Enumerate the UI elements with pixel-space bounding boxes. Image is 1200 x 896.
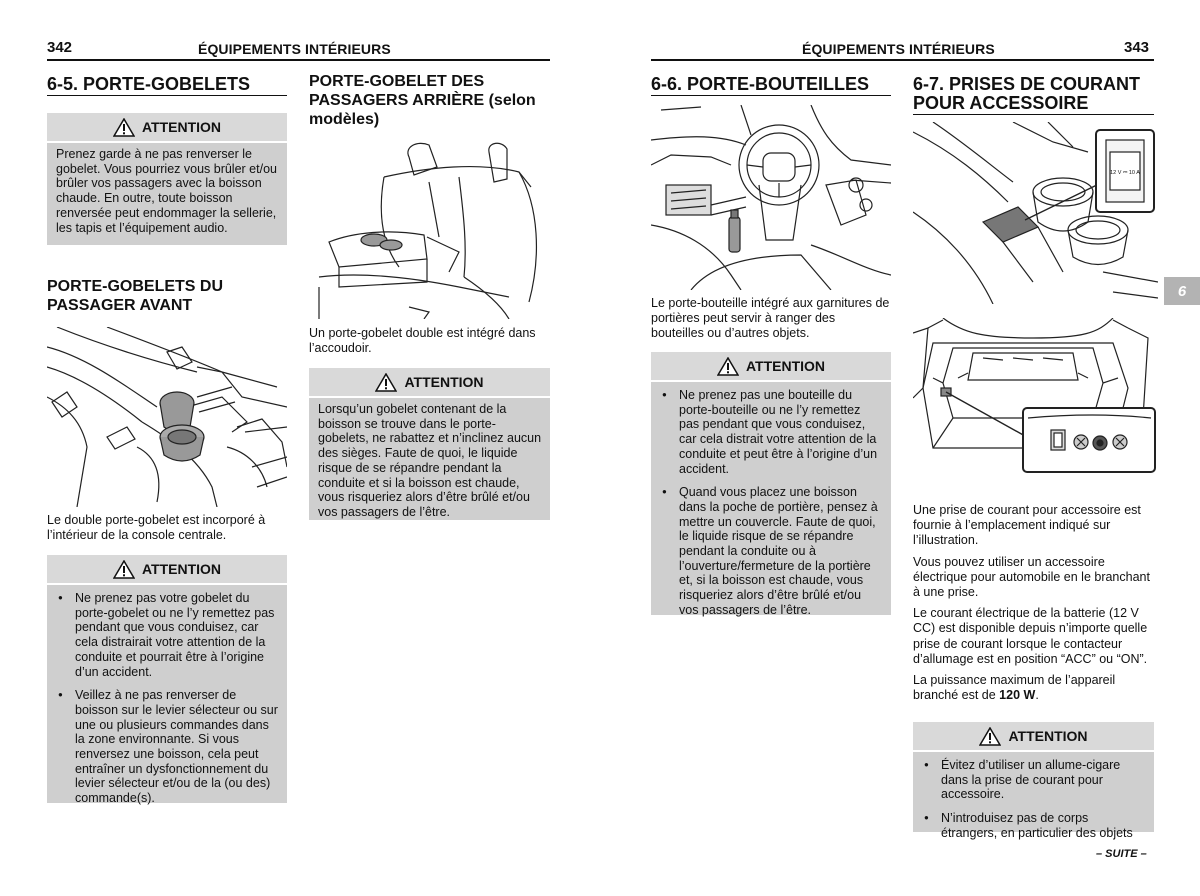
warning-header-label: ATTENTION [745,358,826,374]
subheading-front-passenger: PORTE-GOBELETS DU PASSAGER AVANT [47,278,224,314]
warning-box-accessory-socket [913,722,1154,840]
left-page-number: 342 [47,39,73,56]
warning-header [651,352,891,382]
section-6-5-title-rule [47,95,287,96]
accessory-socket-description [913,503,1158,709]
warning-list [651,382,891,626]
warning-header [47,555,287,585]
max-power-suffix: . [1035,688,1039,703]
front-accessory-socket-illustration [913,122,1158,304]
chapter-tab: 6 [1164,277,1200,305]
right-header-rule [651,59,1154,61]
front-cup-holder-illustration [47,327,287,507]
warning-triangle-icon [113,560,135,579]
warning-box-bottle-holder [651,352,891,615]
bottle-holder-text: Le porte-bouteille intégré aux garnitures de portières peut servir à ranger des bouteilles ou d’autres objets. [651,296,890,341]
warning-triangle-icon [979,727,1001,746]
right-running-title: ÉQUIPEMENTS INTÉRIEURS [802,41,995,57]
section-6-6-title-rule [651,95,891,96]
warning-item: ● Ne prenez pas une bouteille du porte-bouteille ou ne l’y remettez pas pendant que vous conduisez, car cela distrait votre attention de la conduite et peut être à l’origine d’un accident. [660,388,883,476]
left-header-rule [47,59,550,61]
rear-armrest-cup-holder-illustration [309,137,549,319]
section-6-7-title-line2: POUR ACCESSOIRE [913,93,1089,113]
warning-header [309,368,550,398]
warning-item: ● Quand vous placez une boisson dans la poche de portière, pensez à mettre un couvercle. Faute de quoi, le liquide risque de se répandre pendant la conduite ou à l’ouverture/fermeture de la portière et, si la boisson est chaude, vous risqueriez alors d’être brûlé et/ou vos passagers de l’être. [660,485,883,617]
max-power-prefix: La puissance maximum de l’appareil branché est de [913,673,1116,703]
warning-triangle-icon [717,357,739,376]
max-power-value: 120 W [999,688,1036,703]
warning-box-cup-spill [47,113,287,245]
paragraph: Vous pouvez utiliser un accessoire électrique pour automobile en le branchant à une prise. [913,554,1150,600]
right-page-number: 343 [1124,39,1150,56]
section-6-6-title: 6-6. PORTE-BOUTEILLES [651,74,870,94]
section-6-7-title [913,75,1158,113]
warning-list [47,585,287,814]
warning-triangle-icon [113,118,135,137]
warning-header [913,722,1154,752]
door-bottle-holder-illustration [651,105,891,290]
subheading-rear-passenger: PORTE-GOBELET DES PASSAGERS ARRIÈRE (selon modèles) [309,73,536,128]
warning-list [913,752,1154,849]
warning-header-label: ATTENTION [141,561,222,577]
front-cup-holder-text: Le double porte-gobelet est incorporé à l’intérieur de la console centrale. [47,513,266,543]
warning-text: Lorsqu’un gobelet contenant de la boisson se trouve dans le porte-gobelets, ne rabattez et n’inclinez aucun des sièges. Faute de quoi, le liquide risque de se répandre pendant la conduite et si la boisson est chaude, vous risqueriez alors d’être brûlé et/ou vos passagers de l’être. [318,402,542,519]
trunk-accessory-socket-illustration [913,318,1158,478]
rear-cup-holder-text: Un porte-gobelet double est intégré dans l’accoudoir. [309,326,536,356]
warning-header-label: ATTENTION [141,119,222,135]
warning-item: ● Ne prenez pas votre gobelet du porte-gobelet ou ne l’y remettez pas pendant que vous conduisez, car cela distrairait votre attention de la conduite et pourrait être à l’origine d’un accident. [56,591,279,679]
socket-label-text: 12 V ⎓ 10 A [1110,170,1140,176]
warning-header-label: ATTENTION [404,374,484,390]
warning-box-front-cup-holder [47,555,287,806]
warning-box-rear-cup-holder [309,368,550,520]
continued-marker: – SUITE – [1096,848,1147,860]
section-6-7-title-rule [913,114,1154,115]
warning-text: Prenez garde à ne pas renverser le gobelet. Vous pourriez vous brûler et/ou brûler vos passagers avec la boisson chaude. En outre, toute boisson renversée peut endommager la sellerie, les tapis et l’équipement audio. [56,147,277,235]
left-running-title: ÉQUIPEMENTS INTÉRIEURS [198,41,391,57]
warning-header [47,113,287,143]
warning-triangle-icon [375,373,397,392]
section-6-5-title: 6-5. PORTE-GOBELETS [47,74,251,94]
warning-item: ● Veillez à ne pas renverser de boisson sur le levier sélecteur ou sur une ou plusieurs commandes dans la zone environnante. Si vous renversez une boisson, cela peut entraîner un dysfonctionnement du levier sélecteur et/ou de la (ou des) commande(s). [56,688,279,806]
section-6-7-title-line1: 6-7. PRISES DE COURANT [913,74,1141,94]
warning-header-label: ATTENTION [1008,728,1088,744]
warning-item: ● N’introduisez pas de corps étrangers, en particulier des objets [922,811,1146,840]
paragraph: Le courant électrique de la batterie (12 V CC) est disponible depuis n’importe quelle prise de courant lorsque le contacteur d’allumage est en position “ACC” ou “ON”. [913,606,1148,666]
warning-item: ● Évitez d’utiliser un allume-cigare dans la prise de courant pour accessoire. [922,758,1146,802]
paragraph: Une prise de courant pour accessoire est fournie à l’emplacement indiqué sur l’illustration. [913,503,1141,548]
max-power-paragraph [913,673,1158,703]
